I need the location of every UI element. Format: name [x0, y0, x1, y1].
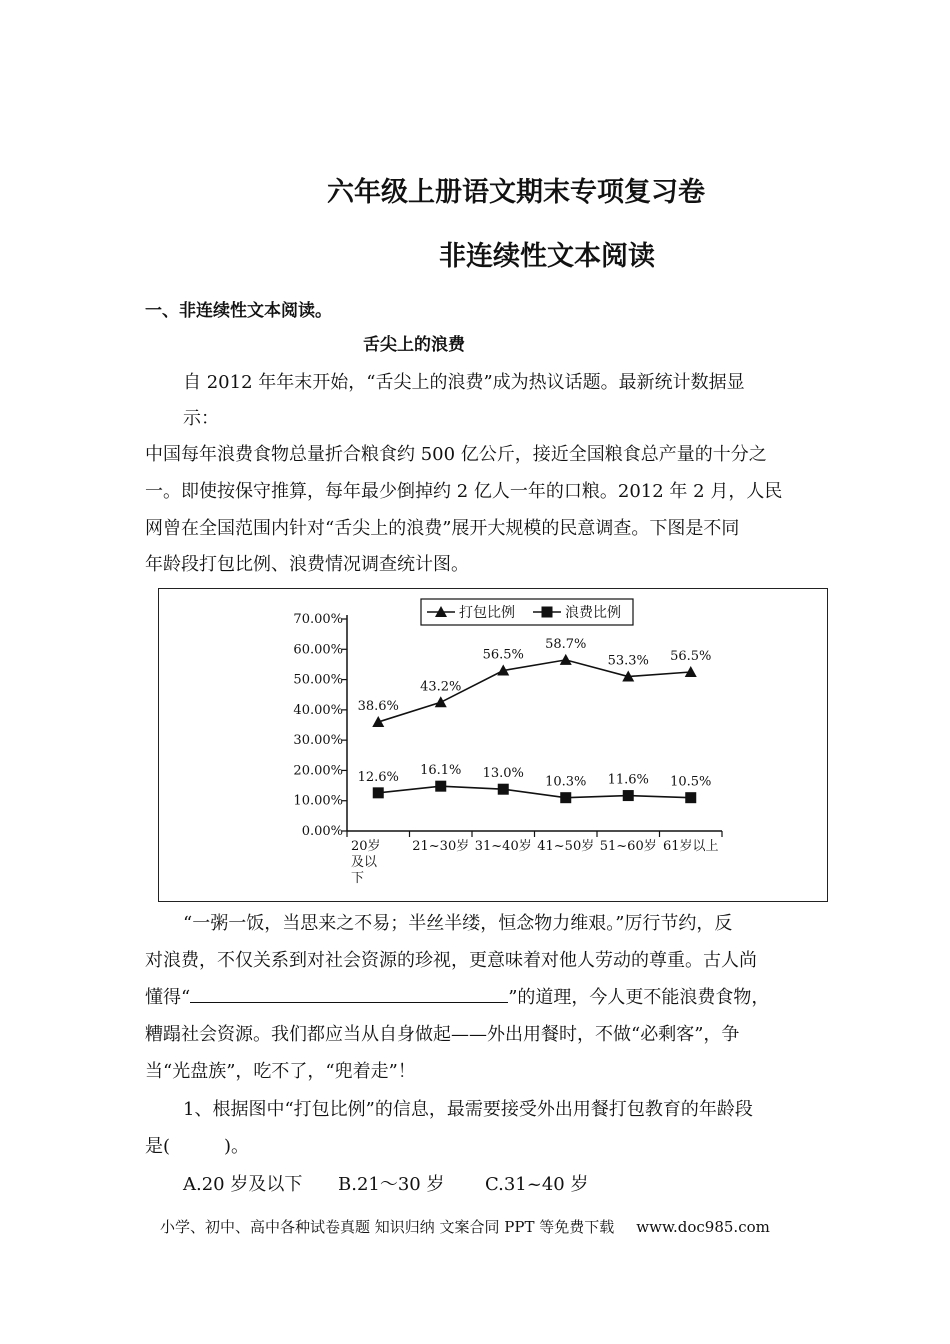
data-point-triangle [560, 654, 572, 665]
paragraph-line: 糟蹋社会资源。我们都应当从自身做起——外出用餐时，不做“必剩客”，争 [145, 1024, 740, 1045]
y-tick-label: 20.00% [293, 763, 343, 779]
x-tick-label: 及以 [351, 855, 378, 870]
data-point-square [560, 792, 571, 803]
option-b[interactable]: B.21～30 岁 [338, 1174, 445, 1195]
data-point-square [435, 781, 446, 792]
data-point-triangle [435, 696, 447, 707]
legend-label-waste: 浪费比例 [565, 605, 621, 621]
data-label: 13.0% [482, 766, 524, 782]
article-title: 舌尖上的浪费 [363, 335, 465, 355]
footer-text: 小学、初中、高中各种试卷真题 知识归纳 文案合同 PPT 等免费下载 [160, 1218, 615, 1236]
data-label: 12.6% [357, 769, 399, 785]
paragraph-line: 中国每年浪费食物总量折合粮食约 500 亿公斤，接近全国粮食总产量的十分之 [145, 444, 767, 465]
question-text: 1、根据图中“打包比例”的信息，最需要接受外出用餐打包教育的年龄段 [183, 1099, 753, 1120]
footer-url[interactable]: www.doc985.com [636, 1218, 770, 1236]
paragraph-line: 网曾在全国范围内针对“舌尖上的浪费”展开大规模的民意调查。下图是不同 [145, 518, 740, 539]
paragraph-line [145, 983, 769, 1009]
paragraph-line: “一粥一饭，当思来之不易；半丝半缕，恒念物力维艰。”厉行节约，反 [183, 913, 733, 934]
paragraph-text: ”的道理，今人更不能浪费食物， [508, 987, 770, 1008]
data-label: 10.3% [545, 774, 587, 790]
x-tick-label: 31~40岁 [474, 839, 532, 854]
y-tick-label: 10.00% [293, 793, 343, 809]
y-tick-label: 0.00% [301, 824, 343, 839]
option-c[interactable]: C.31~40 岁 [485, 1174, 589, 1195]
data-point-square [498, 784, 509, 795]
data-point-square [373, 787, 384, 798]
x-tick-label: 下 [351, 871, 365, 886]
data-label: 16.1% [420, 763, 462, 779]
y-tick-label: 30.00% [293, 733, 343, 749]
page-title: 六年级上册语文期末专项复习卷 [327, 177, 705, 208]
x-tick-label: 41~50岁 [537, 839, 595, 854]
x-tick-label: 20岁 [351, 839, 381, 854]
chart-frame [158, 588, 828, 902]
data-label: 56.5% [482, 647, 524, 663]
fill-in-blank[interactable] [190, 988, 508, 1003]
footer [160, 1216, 770, 1237]
paragraph-text: 懂得“ [145, 987, 191, 1008]
x-tick-label: 61岁以上 [662, 839, 719, 854]
data-label: 10.5% [670, 774, 712, 790]
paragraph-line: 自 2012 年年末开始，“舌尖上的浪费”成为热议话题。最新统计数据显 [183, 372, 745, 393]
x-tick-label: 51~60岁 [599, 839, 657, 854]
x-tick-label: 21~30岁 [412, 839, 470, 854]
data-label: 56.5% [670, 649, 712, 664]
paragraph-line: 年龄段打包比例、浪费情况调查统计图。 [145, 554, 469, 575]
data-label: 58.7% [545, 636, 587, 652]
y-tick-label: 60.00% [293, 642, 343, 658]
data-label: 38.6% [357, 698, 399, 714]
line-chart [159, 589, 827, 901]
paragraph-line: 对浪费，不仅关系到对社会资源的珍视，更意味着对他人劳动的尊重。古人尚 [145, 950, 757, 971]
data-point-triangle [685, 666, 697, 677]
y-tick-label: 50.00% [293, 672, 343, 688]
y-tick-label: 40.00% [293, 702, 343, 718]
data-point-square [623, 790, 634, 801]
paragraph-line: 一。即使按保守推算，每年最少倒掉约 2 亿人一年的口粮。2012 年 2 月，人民 [145, 481, 783, 502]
question-text: 是( )。 [145, 1136, 250, 1157]
section-heading: 一、非连续性文本阅读。 [145, 301, 332, 321]
legend-marker-square [542, 607, 553, 618]
page-subtitle: 非连续性文本阅读 [439, 241, 655, 272]
y-tick-label: 70.00% [293, 612, 343, 627]
legend-label-packing: 打包比例 [459, 605, 515, 621]
data-label: 53.3% [607, 653, 649, 669]
data-label: 43.2% [420, 679, 462, 695]
data-point-square [685, 792, 696, 803]
option-a[interactable]: A.20 岁及以下 [183, 1174, 303, 1195]
paragraph-line: 示： [183, 408, 219, 429]
paragraph-line: 当“光盘族”，吃不了，“兜着走”！ [145, 1061, 416, 1082]
series-line-waste [378, 786, 691, 798]
data-label: 11.6% [607, 772, 649, 788]
